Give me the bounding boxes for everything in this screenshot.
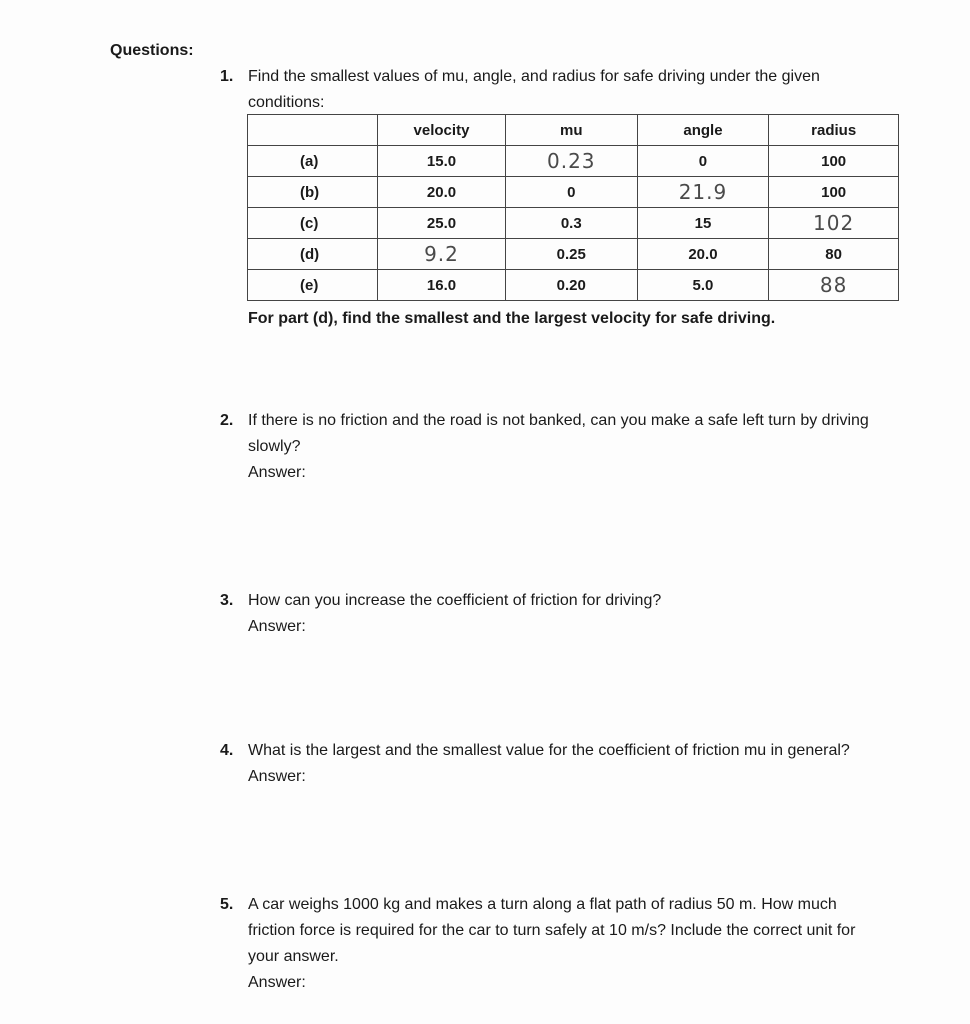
- table-header-row: [248, 115, 899, 146]
- answer-label: Answer:: [248, 974, 306, 991]
- row-label: (c): [248, 208, 378, 239]
- cell-velocity: 20.0: [378, 177, 506, 208]
- cell-velocity: 15.0: [378, 146, 506, 177]
- question-1: [220, 64, 880, 116]
- question-number: 5.: [220, 896, 234, 913]
- row-label: (d): [248, 239, 378, 270]
- cell-radius: 80: [769, 239, 899, 270]
- cell-radius: 100: [769, 177, 899, 208]
- cell-velocity: 16.0: [378, 270, 506, 301]
- answer-label: Answer:: [248, 768, 306, 785]
- followup-block: [220, 306, 880, 332]
- cell-angle-handwritten: 21.9: [637, 177, 769, 208]
- cell-velocity-handwritten: 9.2: [378, 239, 506, 270]
- row-label: (a): [248, 146, 378, 177]
- answer-label: Answer:: [248, 618, 306, 635]
- question-4: [220, 738, 880, 790]
- table-row-d: [248, 239, 899, 270]
- row-label: (e): [248, 270, 378, 301]
- cell-velocity: 25.0: [378, 208, 506, 239]
- cell-angle: 5.0: [637, 270, 769, 301]
- followup-text: For part (d), find the smallest and the largest velocity for safe driving.: [248, 310, 776, 327]
- cell-radius: 100: [769, 146, 899, 177]
- cell-mu: 0.3: [505, 208, 637, 239]
- cell-mu: 0: [505, 177, 637, 208]
- cell-mu: 0.25: [505, 239, 637, 270]
- question-text: What is the largest and the smallest value for the coefficient of friction mu in general?: [248, 742, 850, 759]
- header-angle: angle: [637, 115, 769, 146]
- row-label: (b): [248, 177, 378, 208]
- cell-angle: 15: [637, 208, 769, 239]
- cell-mu: 0.20: [505, 270, 637, 301]
- question-number: 2.: [220, 412, 234, 429]
- question-number: 3.: [220, 592, 234, 609]
- header-mu: mu: [505, 115, 637, 146]
- question-number: 4.: [220, 742, 234, 759]
- answer-label: Answer:: [248, 464, 306, 481]
- cell-radius-handwritten: 88: [769, 270, 899, 301]
- table-row-b: [248, 177, 899, 208]
- question-text: A car weighs 1000 kg and makes a turn along a flat path of radius 50 m. How much friction force is required for the car to turn safely at 10 m/s? Include the correct unit for your answer.: [248, 896, 856, 965]
- cell-angle: 20.0: [637, 239, 769, 270]
- question-number: 1.: [220, 68, 234, 85]
- page-heading: Questions:: [110, 42, 194, 59]
- conditions-table: [247, 114, 899, 301]
- table-row-e: [248, 270, 899, 301]
- cell-radius-handwritten: 102: [769, 208, 899, 239]
- question-text: If there is no friction and the road is not banked, can you make a safe left turn by driving slowly?: [248, 412, 869, 455]
- header-velocity: velocity: [378, 115, 506, 146]
- table-row-a: [248, 146, 899, 177]
- question-3: [220, 588, 880, 640]
- header-cell-empty: [248, 115, 378, 146]
- table-row-c: [248, 208, 899, 239]
- cell-mu-handwritten: 0.23: [505, 146, 637, 177]
- question-2: [220, 408, 880, 486]
- question-text: Find the smallest values of mu, angle, and radius for safe driving under the given conditions:: [248, 68, 820, 111]
- question-text: How can you increase the coefficient of friction for driving?: [248, 592, 662, 609]
- question-5: [220, 892, 880, 996]
- cell-angle: 0: [637, 146, 769, 177]
- header-radius: radius: [769, 115, 899, 146]
